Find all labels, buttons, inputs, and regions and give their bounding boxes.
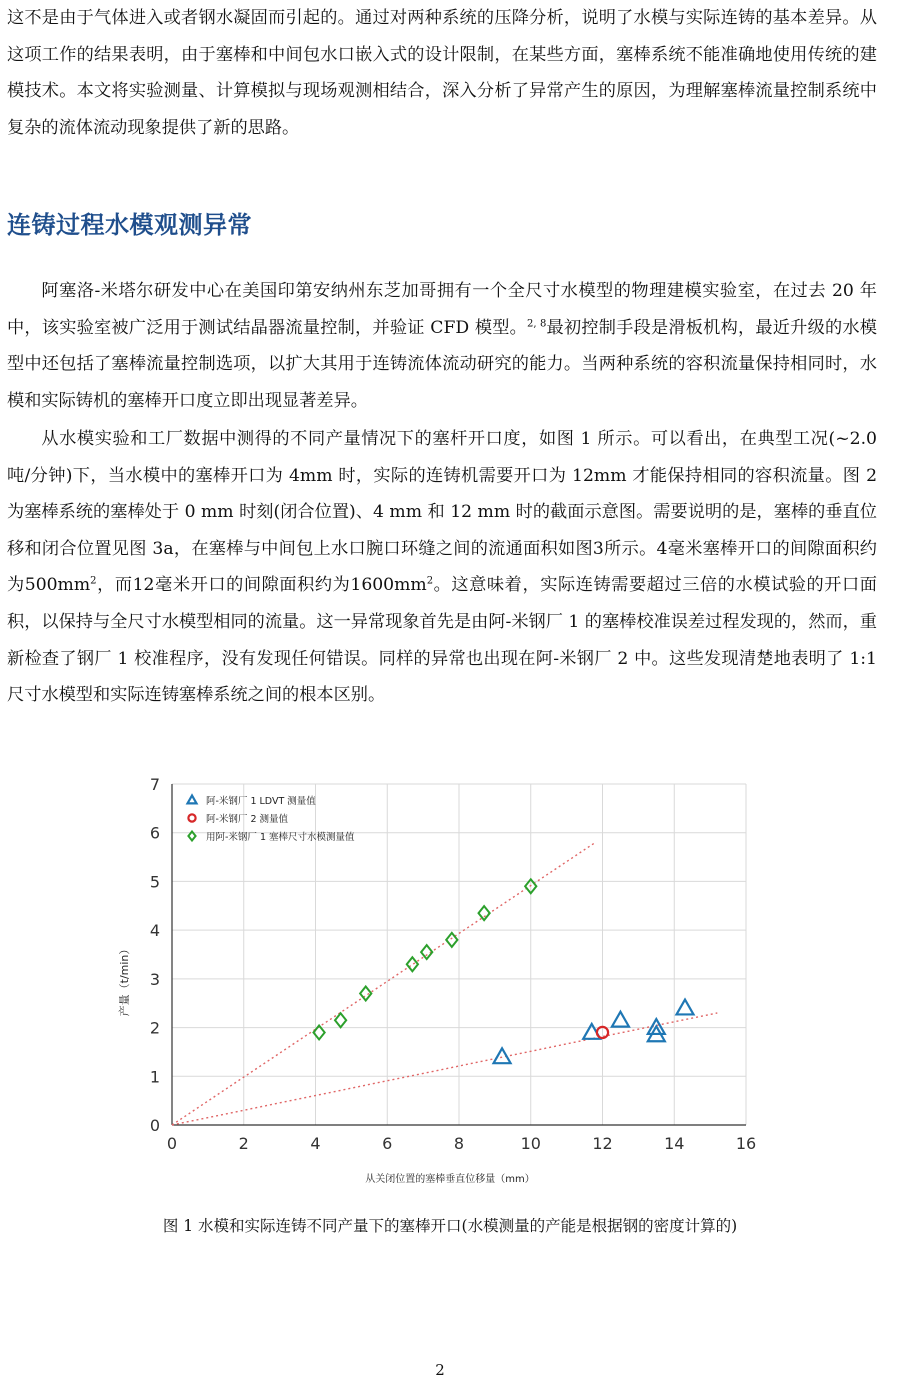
paragraph-text: 从水模实验和工厂数据中测得的不同产量情况下的塞杆开口度，如图 1 所示。可以看出，在典型工况(~2.0 吨/分钟)下，当水模中的塞棒开口为 4mm 时，实际的连铸机需要开口为 12mm 才能保持相同的容积流量。图 2 为塞棒系统的塞棒处于 0 mm 时刻(闭合位置)、4 mm 和 12 mm 时的截面示意图。需要说明的是，塞棒的垂直位移和闭合位置见图 3a，在塞棒与中间包上水口腕口环缝之间的流通面积如图3所示。4毫米塞棒开口的间隙面积约为500mm: [7, 429, 877, 596]
trend-line: [172, 1013, 717, 1125]
x-tick-label: 14: [664, 1134, 685, 1153]
citation-reference: 2, 8: [527, 317, 547, 329]
legend-label: 阿-米钢厂 2 测量值: [206, 814, 289, 825]
x-tick-label: 10: [520, 1134, 541, 1153]
paragraph-text: 最初控制手段是滑板机构，最近升级的水模型中还包括了塞棒流量控制选项，以扩大其用于连铸流体流动研究的能力。当两种系统的容积流量保持相同时，水模和实际铸机的塞棒开口度立即出现显著差异。: [7, 317, 877, 411]
figure-caption: 图 1 水模和实际连铸不同产量下的塞棒开口(水模测量的产能是根据钢的密度计算的): [162, 1217, 738, 1235]
data-point-diamond: [335, 1013, 346, 1027]
y-tick-label: 3: [149, 969, 160, 989]
superscript: 2: [426, 575, 434, 587]
scatter-chart: [110, 770, 790, 1200]
data-point-triangle: [612, 1012, 629, 1027]
data-point-diamond: [479, 906, 490, 920]
paragraph-text: 阿塞洛-米塔尔研发中心在美国印第安纳州东芝加哥拥有一个全尺寸水模型的物理建模实验室，在过去 20 年中，该实验室被广泛用于测试结晶器流量控制，并验证 CFD 模型。: [7, 281, 877, 338]
page-number: 2: [435, 1361, 445, 1379]
y-tick-label: 7: [149, 775, 160, 794]
trend-lines: [172, 842, 717, 1125]
legend-marker-triangle: [188, 796, 197, 804]
y-tick-label: 5: [149, 872, 160, 892]
legend-label: 用阿-米钢厂 1 塞棒尺寸水模测量值: [206, 832, 355, 843]
chart-legend: [188, 795, 356, 843]
x-tick-label: 4: [310, 1134, 321, 1153]
paragraph-anomaly-description: [7, 421, 877, 714]
paragraph-text: ，而12毫米开口的间隙面积约为1600mm: [96, 575, 427, 596]
trend-line: [172, 842, 595, 1125]
y-tick-label: 0: [149, 1116, 160, 1135]
intro-paragraph: 这不是由于气体进入或者钢水凝固而引起的。通过对两种系统的压降分析，说明了水模与实际连铸的基本差异。从这项工作的结果表明，由于塞棒和中间包水口嵌入式的设计限制，在某些方面，塞棒系统不能准确地使用传统的建模技术。本文将实验测量、计算模拟与现场观测相结合，深入分析了异常产生的原因，为理解塞棒流量控制系统中复杂的流体流动现象提供了新的思路。: [7, 8, 877, 138]
x-tick-label: 6: [382, 1134, 393, 1153]
data-point-triangle: [677, 1000, 694, 1015]
section-heading: 连铸过程水模观测异常: [7, 211, 252, 239]
data-point-triangle: [494, 1048, 511, 1063]
y-tick-label: 1: [149, 1067, 160, 1087]
data-point-diamond: [407, 957, 418, 971]
figure-1-chart: [110, 770, 790, 1200]
y-tick-label: 6: [149, 823, 160, 843]
data-points: [313, 879, 693, 1063]
y-axis-label: 产量（t/min）: [118, 943, 131, 1017]
legend-label: 阿-米钢厂 1 LDVT 测量值: [206, 796, 316, 807]
data-point-diamond: [360, 986, 371, 1000]
y-tick-label: 2: [149, 1018, 160, 1038]
x-tick-label: 16: [735, 1134, 757, 1153]
x-tick-label: 2: [238, 1134, 249, 1153]
paragraph-text: 。这意味着，实际连铸需要超过三倍的水模试验的开口面积，以保持与全尺寸水模型相同的流量。这一异常现象首先是由阿-米钢厂 1 的塞棒校准误差过程发现的，然而，重新检查了钢厂 1 校准程序，没有发现任何错误。同样的异常也出现在阿-米钢厂 2 中。这些发现清楚地表明了 1:1 尺寸水模型和实际连铸塞棒系统之间的根本区别。: [7, 575, 877, 706]
x-tick-label: 12: [592, 1134, 613, 1153]
superscript: 2: [90, 575, 97, 587]
paragraph-water-model-lab: [7, 273, 877, 419]
x-axis-label: 从关闭位置的塞棒垂直位移量（mm）: [365, 1174, 535, 1185]
x-tick-label: 0: [166, 1134, 178, 1153]
legend-marker-circle: [188, 814, 195, 821]
y-tick-label: 4: [149, 921, 160, 941]
x-tick-label: 8: [453, 1134, 465, 1153]
